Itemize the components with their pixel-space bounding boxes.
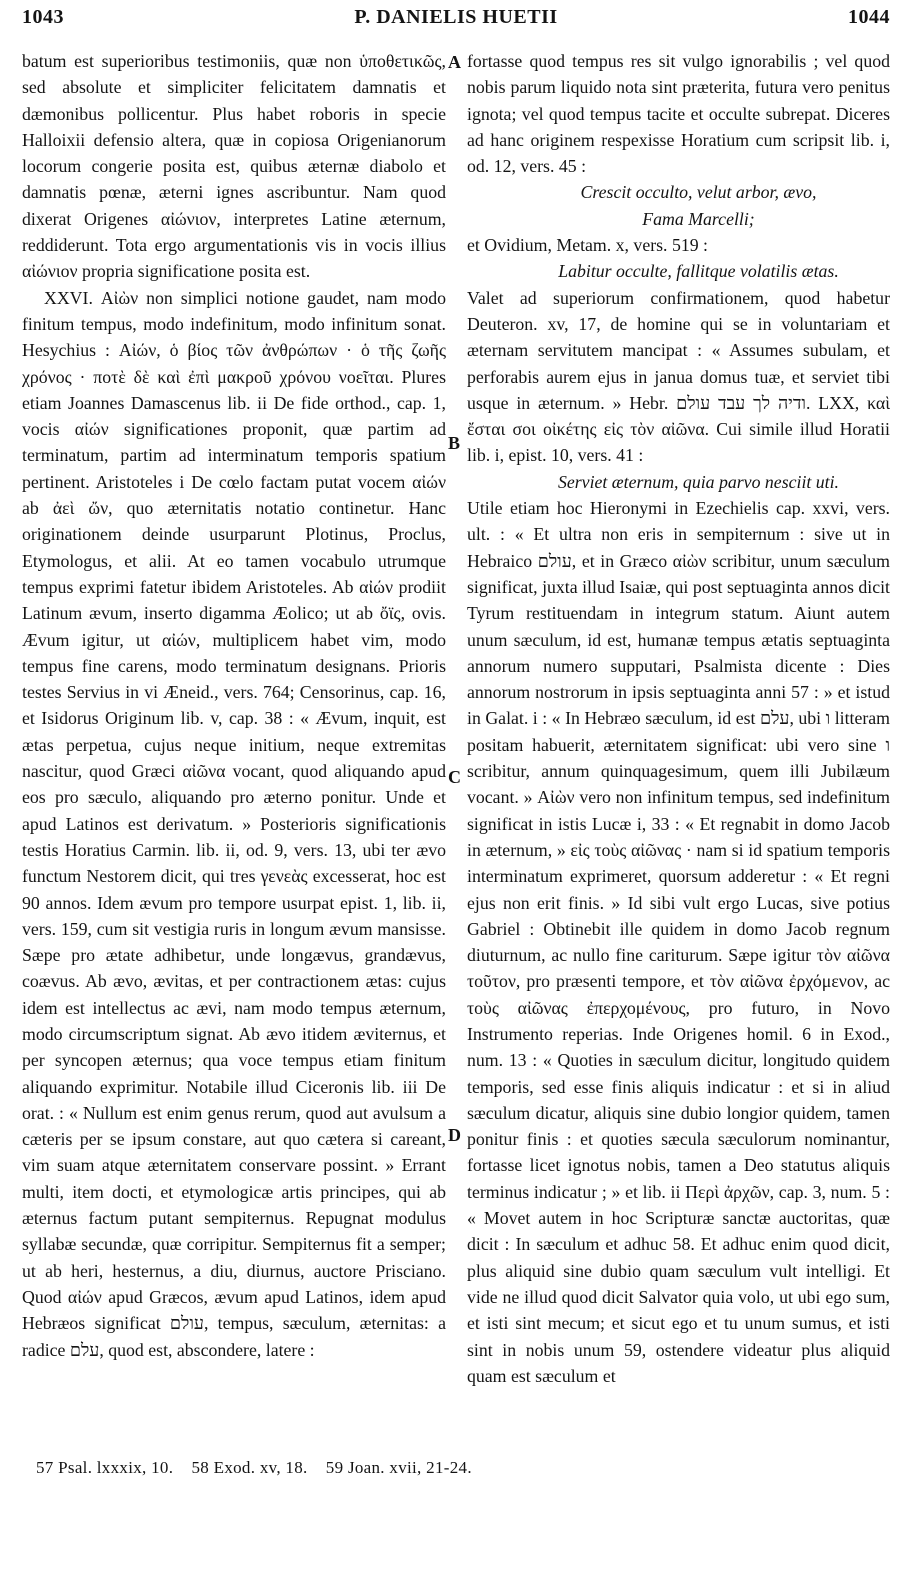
verse-horace-epist: Serviet æternum, quia parvo nesciit uti. bbox=[557, 471, 839, 492]
left-paragraph-1: batum est superioribus testimoniis, quæ non ὑποθετικῶς, sed absolute et simpliciter felicitatem damnatis et dæmonibus pollicentur. Plus habet roboris in specie Halloixii defensio altera, quæ in copiosa Origenianorum locorum congerie posita est, quibus æternæ diabolo et damnatis pœnæ, æterni ignes ascribuntur. Nam quod dixerat Origenes αἰώνιον, interpretes Latine æternum, reddiderunt. Tota ergo argumentationis vis in vocis illius αἰώνιον propria significatione posita est. bbox=[22, 51, 446, 282]
margin-letter-a: A bbox=[448, 52, 461, 72]
page-number-right: 1044 bbox=[848, 6, 890, 28]
footnote-57: 57 Psal. lxxxix, 10. bbox=[36, 1458, 174, 1477]
footnote-59: 59 Joan. xvii, 21-24. bbox=[325, 1458, 472, 1477]
right-paragraph-1: fortasse quod tempus res sit vulgo ignorabilis ; vel quod nobis parum liquido nota sint præterita, futura vero penitus ignota; vel quod tempus tacite et occulte subrepat. Diceres ad hanc originem respexisse Horatium cum scripsit lib. i, od. 12, vers. 45 : bbox=[467, 51, 890, 177]
right-paragraph-2: et Ovidium, Metam. x, vers. 519 : bbox=[467, 235, 709, 256]
right-paragraph-3: Valet ad superiorum confirmationem, quod habetur Deuteron. xv, 17, de homine qui se in voluntariam et æternam servitutem mancipat : « Assumes subulam, et perforabis aurem ejus in janua domus tuæ, et serviet tibi usque in æternum. » Hebr. ודיה לך עבד עולם. LXX, καὶ ἔσται σοι οἰκέτης εἰς τὸν αἰῶνα. Cui simile illud Horatii lib. i, epist. 10, vers. 41 : bbox=[467, 287, 890, 466]
left-column bbox=[22, 48, 446, 1363]
footnotes bbox=[36, 1458, 472, 1478]
right-column bbox=[467, 48, 890, 1389]
left-paragraph-2: XXVI. Αἰὼν non simplici notione gaudet, nam modo finitum tempus, modo indefinitum, modo infinitum sonat. Hesychius : Αἰών, ὁ βίος τῶν ἀνθρώπων · ὁ τῆς ζωῆς χρόνος · ποτὲ δὲ καὶ ἐπὶ μακροῦ χρόνου νοεῖται. Plures etiam Joannes Damascenus lib. ii De fide orthod., cap. 1, vocis αἰών significationes proponit, quæ partim ad terminatum, partim ad interminatum temporis spatium pertinent. Aristoteles i De cœlo factam putat vocem αἰών ab ἀεὶ ὤν, quo æternitatis notatio continetur. Hanc originationem deinde usurparunt Plotinus, Proclus, Etymologus, et alii. At eo tamen vocabulo utrumque tempus exprimi fatetur ibidem Aristoteles. Ab αἰών prodiit Latinum ævum, inserto digamma Æolico; ut ab ὄϊς, ovis. Ævum igitur, ut αἰών, multiplicem habet vim, modo tempus fine carens, modo terminatum designans. Prioris testes Servius in vi Æneid., vers. 764; Censorinus, cap. 16, et Isidorus Originum lib. v, cap. 38 : « Ævum, inquit, est ætas perpetua, cujus neque initium, neque extremitas nascitur, quod Græci αἰῶνα vocant, quod aliquando apud eos pro sæculo, aliquando pro æterno ponitur. Unde et apud Latinos est derivatum. » Posterioris significationis testis Horatius Carmin. lib. ii, od. 9, vers. 13, ubi ter ævo functum Nestorem dicit, qui tres γενεὰς excesserat, hoc est 90 annos. Idem ævum pro tempore usurpat epist. 1, lib. ii, vers. 159, cum sit vestigia ruris in longum ævum mansisse. Sæpe pro ætate adhibetur, unde longævus, grandævus, coævus. Ab ævo, ævitas, et per contractionem ætas: cujus idem est intellectus ac ævi, nam modo tempus æternum, modo circumscriptum signat. Ab ævo itidem æviternus, et per syncopen æternus; qua voce tempus etiam finitum aliquando exprimitur. Notabile illud Ciceronis lib. iii De orat. : « Nullum est enim genus rerum, quod aut avulsum a cæteris per se ipsum constare, aut quo cætera si careant, vim suam atque æternitatem conservare possint. » Errant multi, item docti, et etymologicæ artis principes, qui ab æternus factum putant sempiternus. Repugnat modulus syllabæ secundæ, quæ corripitur. Sempiternus fit a semper; ut ab heri, hesternus, a diu, diurnus, auctore Prisciano. Quod αἰών apud Græcos, ævum apud Latinos, idem apud Hebræos significat עולם, tempus, sæculum, æternitas: a radice עלם, quod est, abscondere, latere : bbox=[22, 287, 446, 1360]
footnote-58: 58 Exod. xv, 18. bbox=[191, 1458, 308, 1477]
verse-horace-line-2: Fama Marcelli; bbox=[642, 208, 755, 229]
right-paragraph-4: Utile etiam hoc Hieronymi in Ezechielis cap. xxvi, vers. ult. : « Et ultra non eris in sempiternum : sive ut in Hebraico עולם, et in Græco αἰὼν scribitur, unum sæculum significat, juxta illud Isaiæ, qui post septuaginta annos dicit Tyrum restituendam in integrum statum. Aiunt autem unum sæculum, id est, humanæ tempus ætatis septuaginta annorum numero supputari, Psalmista dicente : Dies annorum nostrorum in ipsis septuaginta anni 57 : » et istud in Galat. i : « In Hebræo sæculum, id est עלם, ubi ו litteram positam habuerit, æternitatem significat: ubi vero sine ו scribitur, annum quinquagesimum, quem illi Jubilæum vocant. » Αἰὼν vero non infinitum tempus, sed indefinitum significat in istis Lucæ i, 33 : « Et regnabit in domo Jacob in æternum, » εἰς τοὺς αἰῶνας · nam si id spatium temporis interminatum exprimeret, quorsum adderetur : « Et regni ejus non erit finis. » Id sibi vult ergo Lucas, sive potius Gabriel : Obtinebit ille quidem in domo Jacob regnum diuturnum, ac nullo fine cariturum. Sæpe igitur τὸν αἰῶνα τοῦτον, pro præsenti tempore, et τὸν αἰῶνα ἐρχόμενον, ac τοὺς αἰῶνας ἐπερχομένους, pro futuro, in Novo Instrumento reperias. Inde Origenes homil. 6 in Exod., num. 13 : « Quoties in sæculum dicitur, longitudo quidem temporis, sed esse finis aliquis indicatur : et si in aliud sæculum dicatur, aliquis sine dubio longior quidem, tamen ponitur finis : et quoties sæcula sæculorum nominantur, fortasse licet ignotus nobis, tamen a Deo statutus aliquis terminus indicatur ; » et lib. ii Περὶ ἀρχῶν, cap. 3, num. 5 : « Movet autem in hoc Scripturæ sanctæ auctoritas, quæ dicit : In sæculum et adhuc 58. Et adhuc enim quod dicit, plus aliquid sine dubio quam sæculum vult intelligi. Et vide ne illud quod dicit Salvator quia volo, ut ubi ego sum, et isti sint mecum; et sicut ego et tu unum sumus, et isti sint in nobis unum 59, ostendere videatur plus aliquid quam est sæculum et bbox=[467, 498, 891, 1386]
verse-ovid: Labitur occulte, fallitque volatilis ætas. bbox=[558, 261, 839, 282]
margin-letter-b: B bbox=[448, 433, 461, 453]
running-title: P. DANIELIS HUETII bbox=[354, 6, 558, 28]
margin-letter-c: C bbox=[448, 767, 461, 787]
running-header bbox=[22, 6, 890, 36]
verse-horace-line-1: Crescit occulto, velut arbor, ævo, bbox=[580, 182, 817, 203]
margin-letter-d: D bbox=[448, 1125, 461, 1145]
page-number-left: 1043 bbox=[22, 6, 64, 28]
